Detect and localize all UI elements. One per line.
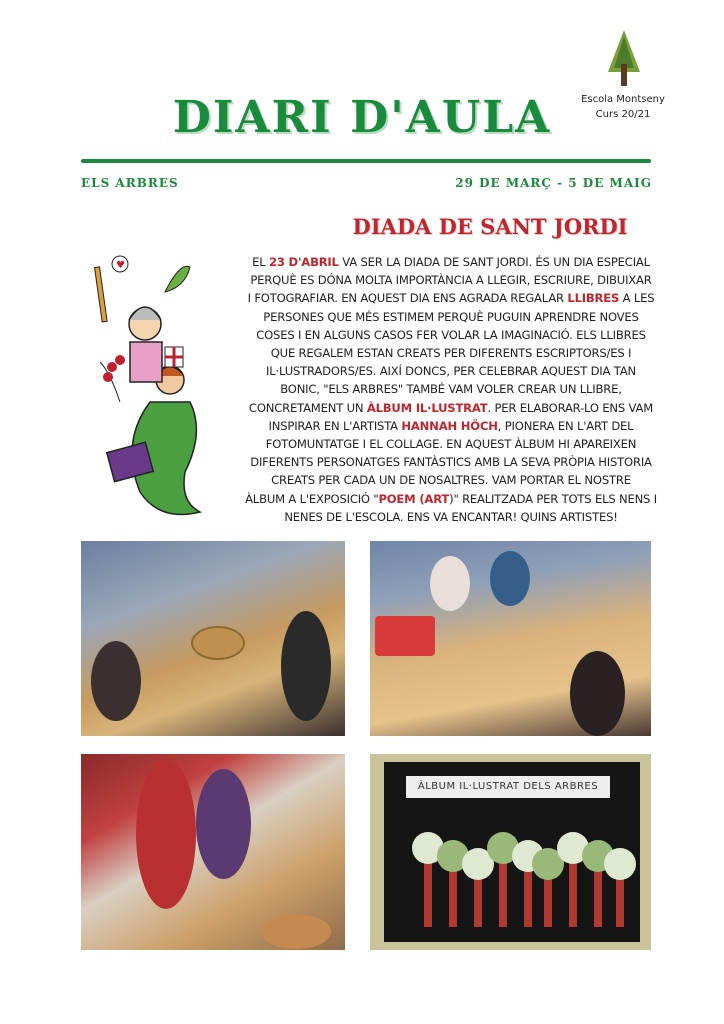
text-segment: )" REALITZADA PER TOTS ELS NENS I — [449, 491, 657, 506]
article-heading: DIADA DE SANT JORDI — [352, 214, 628, 239]
text-segment: VA SER LA DIADA DE SANT JORDI. ÉS UN DIA ESPECIAL — [338, 255, 650, 269]
text-segment: CREATS PER CADA UN DE NOSALTRES. VAM PORTAR EL NOSTRE — [271, 473, 631, 488]
text-segment: CONCRETAMENT UN — [248, 400, 367, 415]
article-line — [230, 399, 672, 417]
article-line — [230, 471, 672, 489]
text-segment: . PER ELABORAR-LO ENS VAM — [487, 400, 654, 415]
text-segment: ÀLBUM A L'EXPOSICIÓ " — [245, 491, 379, 506]
text-segment: A LES — [619, 291, 655, 306]
text-segment: INSPIRAR EN L'ARTISTA — [268, 418, 402, 433]
highlighted-text: 23 D'ABRIL — [268, 255, 339, 269]
text-segment: BONIC, "ELS ARBRES" TAMBÉ VAM VOLER CREAR UN LLIBRE, — [280, 382, 622, 397]
divider — [81, 159, 651, 163]
album-tree — [449, 863, 457, 927]
text-segment: QUE REGALEM ESTAN CREATS PER DIFERENTS ESCRIPTORS/ES I — [270, 346, 632, 361]
article-line — [230, 435, 672, 453]
article-line — [230, 380, 672, 398]
article-line — [230, 308, 672, 326]
album-tree — [524, 863, 532, 927]
photo-children-collage-table — [81, 541, 345, 736]
highlighted-text: HANNAH HÖCH — [401, 418, 498, 433]
text-segment: IL·LUSTRADORS/ES. AIXÍ DONCS, PER CELEBRAR AQUEST DIA TAN — [266, 364, 636, 379]
article-line — [230, 289, 672, 307]
photo-album-cover — [370, 754, 651, 950]
text-segment: FOTOMUNTATGE I EL COLLAGE. EN AQUEST ÀLBUM HI APAREIXEN — [265, 437, 637, 452]
article-line — [230, 417, 672, 435]
school-year: Curs 20/21 — [595, 109, 651, 120]
article-line — [230, 453, 672, 471]
highlighted-text: POEM (ART — [378, 491, 450, 506]
album-tree — [594, 863, 602, 927]
article-body — [230, 253, 672, 526]
school-name: Escola Montseny — [581, 94, 665, 105]
class-name: ELS ARBRES — [81, 176, 179, 190]
svg-text:♥: ♥ — [116, 260, 125, 271]
album-tree-crown — [604, 848, 636, 880]
sant-jordi-illustration — [90, 252, 230, 522]
text-segment: EL — [252, 255, 269, 269]
highlighted-text: ÀLBUM IL·LUSTRAT — [366, 400, 488, 415]
article-line — [230, 253, 672, 271]
school-logo-tree-icon — [604, 28, 644, 88]
article-line — [230, 271, 672, 289]
article-line — [230, 362, 672, 380]
album-tree — [499, 857, 507, 927]
album-tree — [424, 857, 432, 927]
text-segment: NENES DE L'ESCOLA. ENS VA ENCANTAR! QUINS ARTISTES! — [284, 509, 618, 524]
page-title: DIARI D'AULA — [172, 92, 552, 143]
text-segment: PERQUÈ ES DÓNA MOLTA IMPORTÀNCIA A LLEGIR, ESCRIURE, DIBUIXAR — [250, 273, 652, 288]
highlighted-text: LLIBRES — [567, 291, 620, 306]
text-segment: PERSONES QUE MÉS ESTIMEM PERQUÈ PUGUIN APRENDRE NOVES — [263, 309, 639, 324]
article-line — [230, 326, 672, 344]
article-line — [230, 508, 672, 526]
text-segment: DIFERENTS PERSONATGES FANTÀSTICS AMB LA SEVA PRÒPIA HISTORIA — [250, 455, 652, 470]
album-tree — [569, 857, 577, 927]
article-line — [230, 344, 672, 362]
text-segment: COSES I EN ALGUNS CASOS FER VOLAR LA IMAGINACIÓ. ELS LLIBRES — [256, 327, 646, 342]
photo-children-drawing — [81, 754, 345, 950]
text-segment: , PIONERA EN L'ART DEL — [497, 418, 634, 433]
article-line — [230, 490, 672, 508]
date-range: 29 DE MARÇ - 5 DE MAIG — [455, 176, 652, 190]
text-segment: I FOTOGRAFIAR. EN AQUEST DIA ENS AGRADA REGALAR — [247, 291, 568, 306]
album-label: ÀLBUM IL·LUSTRAT DELS ARBRES — [406, 776, 610, 798]
album-cover — [384, 762, 640, 942]
photo-children-working — [370, 541, 651, 736]
